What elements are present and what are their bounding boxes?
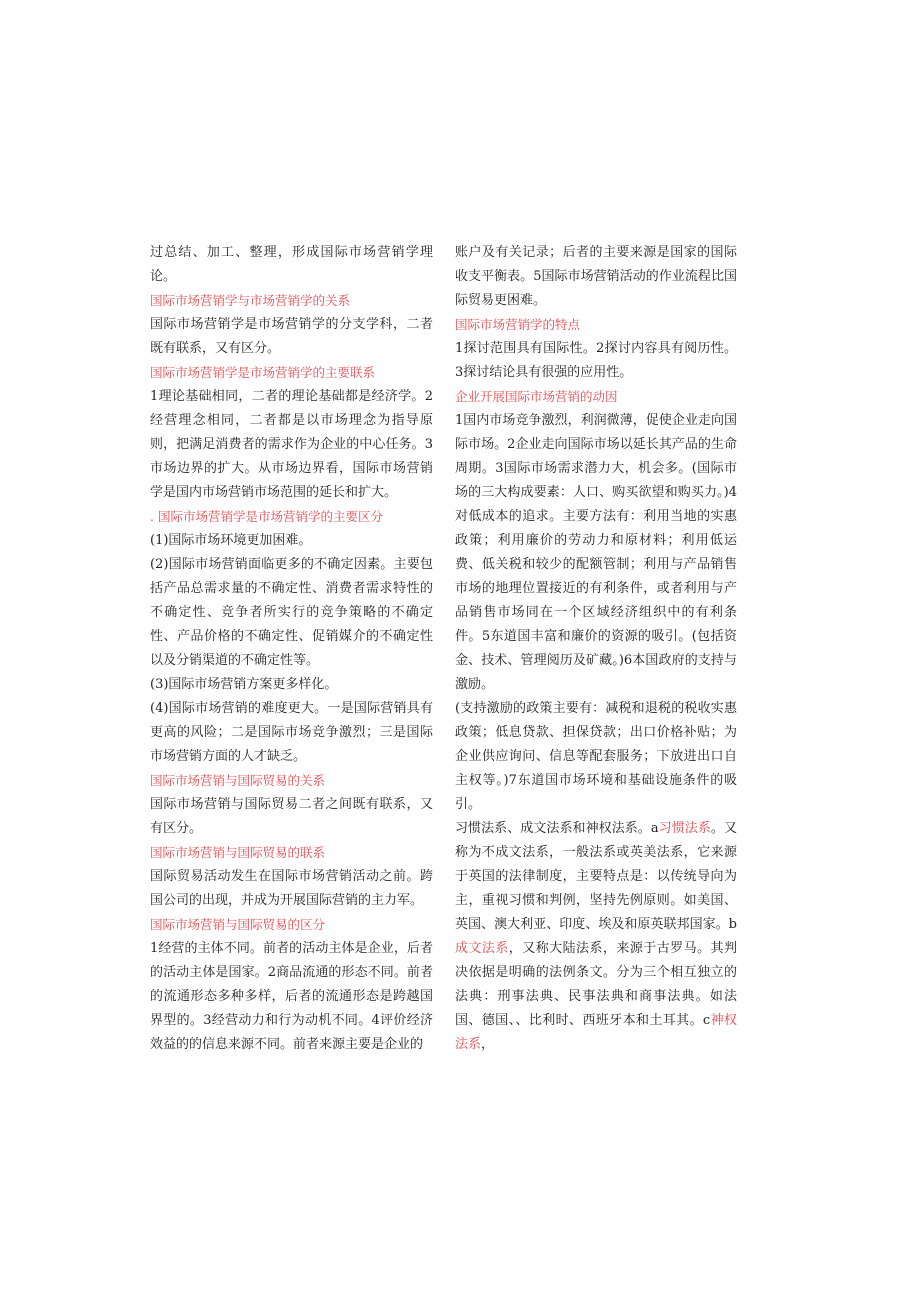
text-run: ，又称大陆法系，来源于古罗马。其判决依据是明确的法例条文。分为三个相互独立的法典：刑事法典、民事法典和商事法典。如法国、德国、、比利时、西班牙本和土耳其。c — [455, 941, 737, 1028]
right-column — [455, 241, 737, 1057]
section-heading: 国际市场营销与国际贸易的联系 — [150, 845, 326, 860]
paragraph: (1)国际市场环境更加困难。 — [150, 533, 312, 548]
text-run: 习惯法系、成文法系和神权法系。a — [455, 821, 659, 836]
paragraph: 1理论基础相同，二者的理论基础都是经济学。2经营理念相同，二者都是以市场理念为指导原则，把满足消费者的需求作为企业的中心任务。3市场边界的扩大。从市场边界看，国际市场营销学是国内市场营销市场范围的延长和扩大。 — [150, 389, 433, 500]
section-heading: 国际市场营销学是市场营销学的主要联系 — [150, 365, 376, 380]
paragraph: 1经营的主体不同。前者的活动主体是企业，后者的活动主体是国家。2商品流通的形态不同。前者的流通形态多种多样，后者的流通形态是跨越国界型的。3经营动力和行为动机不同。4评价经济效益的的信息来源不同。前者来源主要是企业的 — [150, 941, 433, 1052]
paragraph: 国际贸易活动发生在国际市场营销活动之前。跨国公司的出现，并成为开展国际营销的主力军。 — [150, 869, 433, 908]
section-heading: 国际市场营销学的特点 — [455, 317, 581, 332]
paragraph: (2)国际市场营销面临更多的不确定因素。主要包括产品总需求量的不确定性、消费者需求特性的不确定性、竞争者所实行的竞争策略的不确定性、产品价格的不确定性、促销媒介的不确定性以及分销渠道的不确定性等。 — [150, 557, 433, 668]
paragraph: (4)国际市场营销的难度更大。一是国际营销具有更高的风险；二是国际市场竞争激烈；三是国际市场营销方面的人才缺乏。 — [150, 701, 433, 764]
paragraph: 国际市场营销与国际贸易二者之间既有联系，又有区分。 — [150, 797, 433, 836]
paragraph: (支持激励的政策主要有：减税和退税的税收实惠政策；低息贷款、担保贷款；出口价格补贴；为企业供应询问、信息等配套服务；下放进出口自主权等。)7东道国市场环境和基础设施条件的吸引。 — [455, 701, 737, 812]
paragraph: 过总结、加工、整理，形成国际市场营销学理论。 — [150, 245, 433, 284]
left-column — [150, 241, 433, 1057]
section-heading: 国际市场营销与国际贸易的关系 — [150, 773, 326, 788]
term-highlight: 成文法系 — [455, 941, 509, 956]
term-highlight: 习惯法系 — [658, 821, 711, 836]
paragraph: (3)国际市场营销方案更多样化。 — [150, 677, 338, 692]
section-heading: 企业开展国际市场营销的动因 — [455, 389, 618, 404]
text-run: 。又称为不成文法系，一般法系或英美法系，它来源于英国的法律制度，主要特点是：以传统导向为主，重视习惯和判例，坚持先例原则。如美国、英国、澳大利亚、印度、埃及和原英联邦国家。b — [455, 821, 737, 932]
section-heading: 国际市场营销学与市场营销学的关系 — [150, 293, 351, 308]
paragraph: 国际市场营销学是市场营销学的分支学科，二者既有联系，又有区分。 — [150, 317, 433, 356]
text-run: ， — [481, 1037, 495, 1052]
section-heading: . 国际市场营销学是市场营销学的主要区分 — [150, 509, 383, 524]
paragraph: 1国内市场竞争激烈，利润微薄，促使企业走向国际市场。2企业走向国际市场以延长其产品的生命周期。3国际市场需求潜力大，机会多。(国际市场的三大构成要素：人口、购买欲望和购买力。)4对低成本的追求。主要方法有：利用当地的实惠政策；利用廉价的劳动力和原材料；利用低运费、低关税和较少的配额管制；利用与产品销售市场的地理位置接近的有利条件，或者利用与产品销售市场同在一个区域经济组织中的有利条件。5东道国丰富和廉价的资源的吸引。(包括资金、技术、管理阅历及矿藏。)6本国政府的支持与激励。 — [455, 413, 737, 692]
paragraph-legal-systems — [455, 817, 737, 1057]
paragraph: 1探讨范围具有国际性。2探讨内容具有阅历性。3探讨结论具有很强的应用性。 — [455, 341, 737, 380]
term-highlight: 神权法系 — [455, 1013, 737, 1052]
section-heading: 国际市场营销与国际贸易的区分 — [150, 917, 326, 932]
paragraph: 账户及有关记录；后者的主要来源是国家的国际收支平衡表。5国际市场营销活动的作业流程比国际贸易更困难。 — [455, 245, 737, 308]
